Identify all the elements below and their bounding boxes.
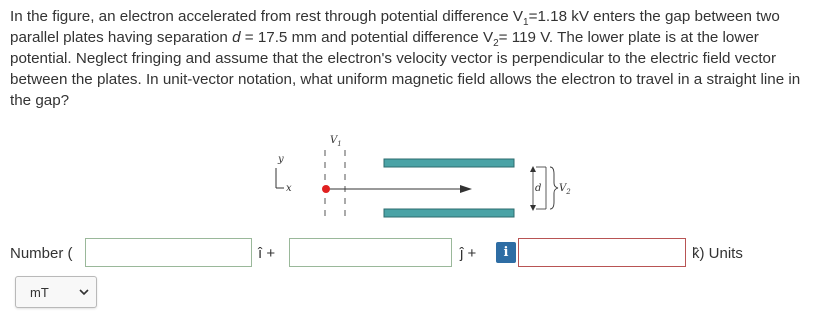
k-hat-units-label: k̂) Units: [692, 245, 743, 262]
j-component-input[interactable]: [289, 238, 452, 267]
question-text: [10, 6, 820, 111]
i-component-input[interactable]: [85, 238, 252, 267]
units-selected-value: mT: [30, 285, 49, 300]
question-part-2: =1.18 kV enters the gap between two parallel plates having separation: [10, 8, 780, 46]
question-part-4: = 119 V. The lower plate is at the lower potential. Neglect fringing and assume that the electron's velocity vector is perpendicular to the electric field vector between the plates. In unit-vector notation, what uniform magnetic field allows the electron to travel in a straight line in the gap?: [10, 29, 801, 109]
upper-plate: [384, 159, 514, 167]
y-axis-label: y: [278, 154, 284, 165]
v1-label: $V_1$: [330, 135, 342, 148]
velocity-arrowhead: [460, 185, 472, 193]
v1-subscript: 1: [523, 17, 529, 29]
v2-brace: [550, 167, 558, 209]
question-part-1: In the figure, an electron accelerated from rest through potential difference V: [10, 8, 524, 25]
axes-icon: [276, 154, 292, 194]
x-axis-label: x: [286, 183, 292, 194]
v2-subscript: 2: [493, 38, 499, 50]
lower-plate: [384, 209, 514, 217]
number-label: Number (: [10, 245, 73, 262]
info-button[interactable]: i: [496, 242, 516, 263]
i-hat-label: î +: [258, 245, 276, 262]
k-component-input[interactable]: [518, 238, 686, 267]
v2-label: $V_2$: [559, 183, 571, 196]
question-part-3: = 17.5 mm and potential difference V: [240, 29, 494, 46]
d-symbol: d: [232, 29, 241, 46]
answer-row: [0, 237, 825, 271]
j-hat-label: ĵ +: [460, 245, 477, 262]
electron-icon: [322, 185, 330, 193]
units-select[interactable]: [15, 276, 97, 308]
d-label: d: [535, 183, 542, 194]
chevron-down-icon: [78, 286, 90, 298]
physics-figure: [250, 128, 580, 223]
figure-svg: [250, 128, 580, 223]
